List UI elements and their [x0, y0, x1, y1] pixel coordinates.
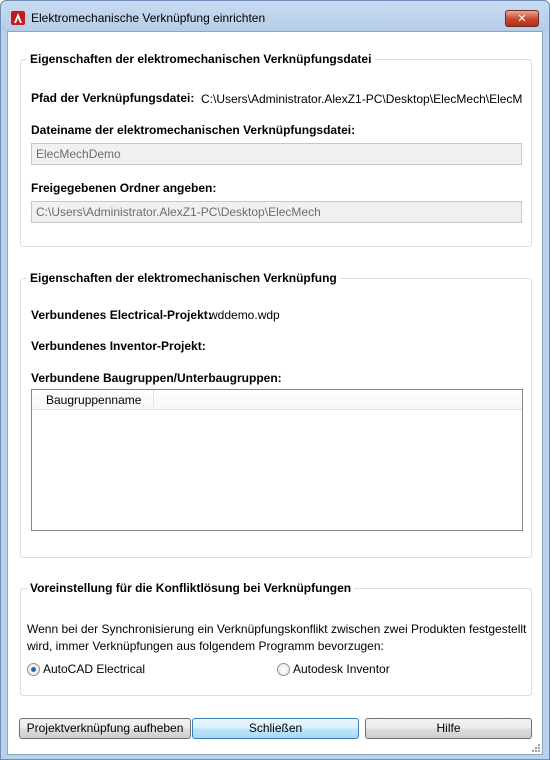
radio-label-autodesk-inventor[interactable]: Autodesk Inventor — [293, 662, 390, 676]
group-title: Eigenschaften der elektromechanischen Verknüpfungsdatei — [27, 52, 374, 66]
group-title: Eigenschaften der elektromechanischen Verknüpfung — [27, 271, 340, 285]
filename-label: Dateiname der elektromechanischen Verknüpfungsdatei: — [31, 123, 356, 137]
link-file-properties-group — [20, 52, 532, 247]
inventor-project-label: Verbundenes Inventor-Projekt: — [31, 339, 206, 353]
unlink-project-button[interactable]: Projektverknüpfung aufheben — [19, 718, 191, 739]
radio-label-autocad-electrical[interactable]: AutoCAD Electrical — [43, 662, 146, 676]
list-header — [32, 390, 522, 410]
electrical-project-value: wddemo.wdp — [209, 308, 280, 322]
electrical-project-label: Verbundenes Electrical-Projekt: — [31, 308, 212, 322]
close-icon: ✕ — [517, 13, 527, 25]
group-title: Voreinstellung für die Konfliktlösung bei Verknüpfungen — [27, 581, 354, 595]
assemblies-list[interactable] — [31, 389, 523, 531]
autocad-logo-icon — [11, 11, 25, 25]
column-header-assembly-name[interactable]: Baugruppenname — [32, 390, 154, 410]
conflict-description: Wenn bei der Synchronisierung ein Verknüpfungskonflikt zwischen zwei Produkten festgestellt wird, immer Verknüpfungen aus folgendem Programm bevorzugen: — [27, 622, 527, 653]
close-button[interactable]: Schließen — [192, 718, 359, 739]
radio-autodesk-inventor[interactable] — [277, 663, 290, 676]
radio-autocad-electrical[interactable] — [27, 663, 40, 676]
close-window-button[interactable] — [505, 10, 539, 27]
shared-folder-label: Freigegebenen Ordner angeben: — [31, 181, 217, 195]
filename-field[interactable]: ElecMechDemo — [31, 143, 522, 165]
shared-folder-field[interactable]: C:\Users\Administrator.AlexZ1-PC\Desktop\ElecMech — [31, 201, 522, 223]
assemblies-label: Verbundene Baugruppen/Unterbaugruppen: — [31, 371, 282, 385]
conflict-resolution-group — [20, 581, 532, 696]
dialog-content — [7, 31, 543, 755]
path-value: C:\Users\Administrator.AlexZ1-PC\Desktop\ElecMech\ElecM — [201, 92, 523, 106]
help-button[interactable]: Hilfe — [365, 718, 532, 739]
window-title: Elektromechanische Verknüpfung einrichten — [31, 11, 266, 25]
link-properties-group — [20, 271, 532, 558]
path-label: Pfad der Verknüpfungsdatei: — [31, 91, 195, 105]
resize-grip-icon[interactable] — [530, 742, 540, 752]
title-bar[interactable] — [1, 1, 549, 31]
